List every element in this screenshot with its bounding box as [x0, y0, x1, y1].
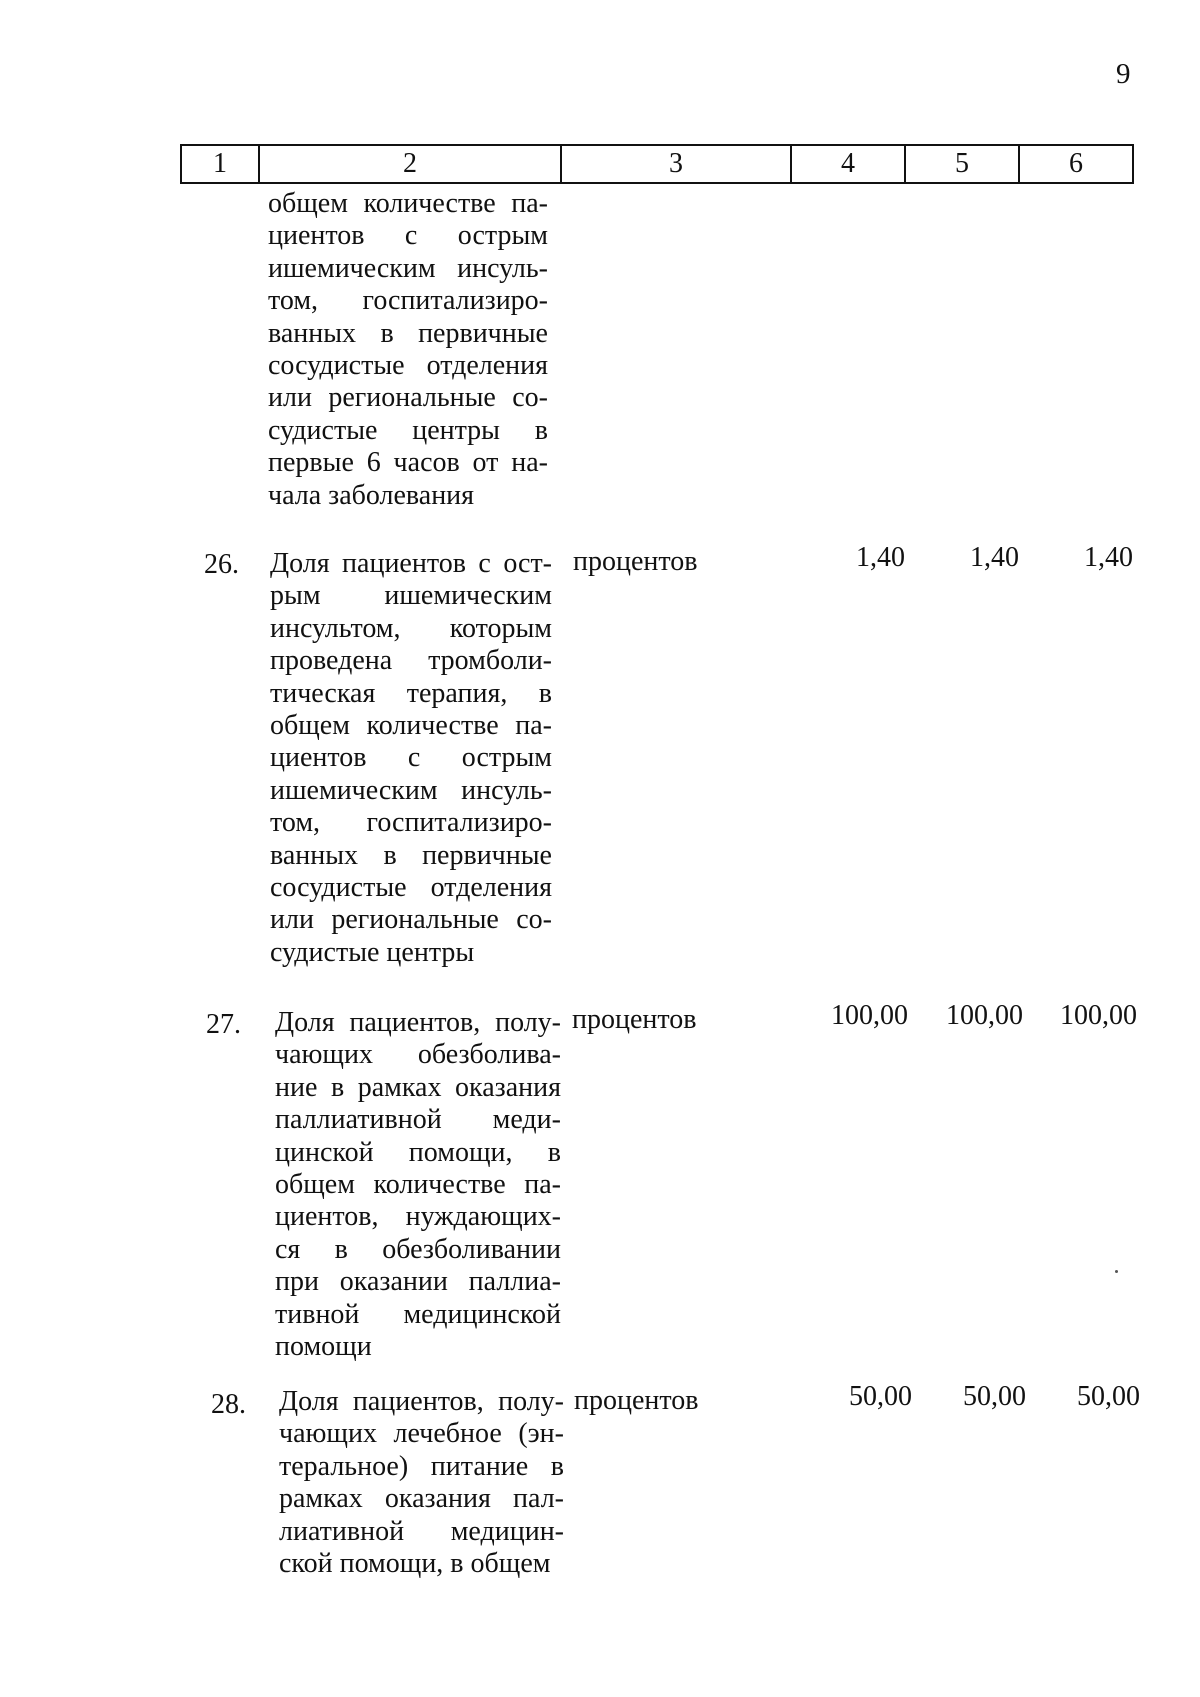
description-line: теральное) питание в — [279, 1450, 564, 1482]
description-line: рамках оказания пал- — [279, 1483, 564, 1515]
row-value-col5: 50,00 — [963, 1381, 1026, 1412]
row-description — [279, 1386, 564, 1580]
row-value-col4: 1,40 — [856, 542, 905, 573]
description-line: циентов с острым — [268, 220, 548, 252]
row-number: 27. — [206, 1009, 241, 1040]
description-line: тическая терапия, в — [270, 677, 552, 709]
description-line: ишемическим инсуль- — [268, 252, 548, 284]
description-line: чающих обезболива- — [275, 1039, 561, 1071]
description-line: чала заболевания — [268, 479, 475, 511]
description-line: при оказании паллиа- — [275, 1266, 561, 1298]
row-value-col4: 100,00 — [831, 1000, 908, 1031]
column-3-header: 3 — [561, 145, 791, 183]
description-line: цинской помощи, в — [275, 1136, 561, 1168]
row-description — [270, 548, 552, 969]
description-line: Доля пациентов с ост- — [270, 548, 552, 579]
row-description — [275, 1007, 561, 1363]
description-line: рым ишемическим — [270, 580, 552, 612]
row-value-col5: 1,40 — [970, 542, 1019, 573]
description-line: том, госпитализиро- — [270, 807, 552, 839]
scan-speck — [1115, 1270, 1118, 1273]
description-line: ванных в первичные — [268, 317, 548, 349]
row-unit: процентов — [572, 1004, 697, 1035]
row-value-col6: 50,00 — [1077, 1381, 1140, 1412]
description-line: или региональные со- — [270, 904, 552, 936]
description-line: общем количестве па- — [268, 188, 548, 219]
description-line: ишемическим инсуль- — [270, 774, 552, 806]
description-line: общем количестве па- — [270, 710, 552, 742]
column-5-header: 5 — [905, 145, 1019, 183]
row-value-col6: 1,40 — [1084, 542, 1133, 573]
description-line: или региональные со- — [268, 382, 548, 414]
row-value-col5: 100,00 — [946, 1000, 1023, 1031]
row-unit: процентов — [574, 1385, 699, 1416]
column-2-header: 2 — [259, 145, 561, 183]
description-line: общем количестве па- — [275, 1169, 561, 1201]
description-line: паллиативной меди- — [275, 1104, 561, 1136]
row-value-col4: 50,00 — [849, 1381, 912, 1412]
description-line: чающих лечебное (эн- — [279, 1418, 564, 1450]
description-line: проведена тромболи- — [270, 645, 552, 677]
description-line: ся в обезболивании — [275, 1233, 561, 1265]
row-unit: процентов — [573, 546, 698, 577]
description-line: сосудистые отделения — [270, 872, 552, 904]
description-line: ванных в первичные — [270, 839, 552, 871]
description-line: том, госпитализиро- — [268, 285, 548, 317]
row-number: 26. — [204, 549, 239, 580]
description-line: сосудистые отделения — [268, 350, 548, 382]
row-value-col6: 100,00 — [1060, 1000, 1137, 1031]
column-4-header: 4 — [791, 145, 905, 183]
description-line: судистые центры — [270, 936, 475, 968]
description-line: Доля пациентов, полу- — [279, 1386, 564, 1417]
page-number: 9 — [1116, 58, 1131, 90]
continuation-description — [268, 188, 548, 512]
description-line: судистые центры в — [268, 414, 548, 446]
column-1-header: 1 — [181, 145, 259, 183]
description-line: Доля пациентов, полу- — [275, 1007, 561, 1038]
description-line: циентов с острым — [270, 742, 552, 774]
description-line: циентов, нуждающих- — [275, 1201, 561, 1233]
description-line: тивной медицинской — [275, 1298, 561, 1330]
description-line: ние в рамках оказания — [275, 1071, 561, 1103]
row-number: 28. — [211, 1389, 246, 1420]
description-line: первые 6 часов от на- — [268, 447, 548, 479]
column-number-header — [180, 144, 1134, 184]
description-line: лиативной медицин- — [279, 1515, 564, 1547]
description-line: помощи — [275, 1331, 372, 1363]
description-line: ской помощи, в общем — [279, 1548, 551, 1580]
description-line: инсультом, которым — [270, 612, 552, 644]
column-6-header: 6 — [1019, 145, 1133, 183]
